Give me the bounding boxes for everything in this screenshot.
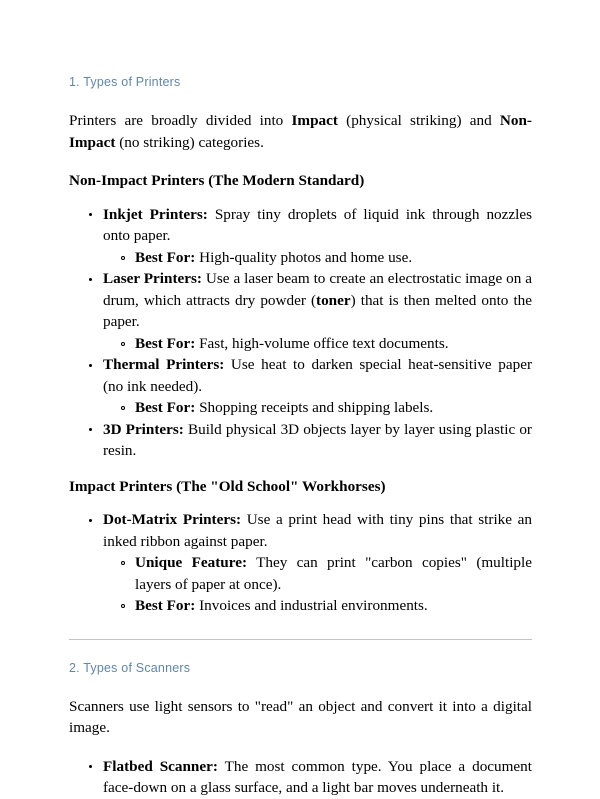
sub-list-item-lead: Best For:	[135, 399, 196, 416]
intro-text-part1: Printers are broadly divided into	[69, 112, 292, 129]
non-impact-printer-list	[69, 204, 532, 462]
intro-bold-impact: Impact	[291, 112, 338, 129]
list-item-lead: Inkjet Printers:	[103, 205, 208, 223]
sub-list-item	[103, 397, 532, 419]
sub-list-item	[103, 552, 532, 595]
list-item-lead: Thermal Printers:	[103, 356, 225, 373]
sub-list	[103, 247, 532, 269]
bullet-circle-icon	[121, 561, 125, 565]
scanners-intro-paragraph: Scanners use light sensors to "read" an object and convert it into a digital image.	[69, 697, 532, 736]
list-item-text: Build physical 3D objects layer by layer using plastic or resin.	[103, 420, 532, 459]
sub-list-item-text: Shopping receipts and shipping labels.	[195, 399, 434, 416]
bullet-circle-icon	[121, 342, 125, 346]
sub-list	[103, 397, 532, 419]
bullet-disc-icon	[89, 428, 92, 431]
list-item	[69, 756, 532, 799]
list-item-text: The most common type. You place a document face-down on a glass surface, and a light bar moves underneath it.	[103, 757, 532, 796]
sub-list-item-text: High-quality photos and home use.	[195, 248, 413, 266]
list-item	[69, 268, 532, 354]
sub-list-item-lead: Best For:	[135, 597, 196, 614]
sub-list-item-lead: Best For:	[135, 248, 196, 266]
sub-list-item-lead: Unique Feature:	[135, 554, 247, 571]
intro-text-part2: (physical striking) and	[337, 112, 500, 129]
list-item-lead: Laser Printers:	[103, 270, 202, 287]
section-divider	[69, 639, 532, 640]
sub-list-item	[103, 595, 532, 617]
bullet-disc-icon	[89, 278, 92, 281]
list-item	[69, 419, 532, 462]
sub-heading-impact-printers: Impact Printers (The "Old School" Workhorses)	[69, 477, 386, 495]
sub-list-item-text: They can print "carbon copies" (multiple layers of paper at once).	[135, 554, 532, 593]
printers-intro-paragraph	[69, 110, 532, 153]
list-item-text: Use a print head with tiny pins that strike an inked ribbon against paper.	[103, 511, 532, 550]
bullet-disc-icon	[89, 765, 92, 768]
list-item-text-b: ) that is then melted onto the paper.	[103, 291, 533, 330]
sub-heading-non-impact-printers: Non-Impact Printers (The Modern Standard)	[69, 172, 365, 189]
bullet-disc-icon	[89, 519, 92, 522]
intro-bold-non-impact: Non-Impact	[69, 112, 532, 151]
list-item	[69, 204, 532, 269]
bullet-circle-icon	[121, 406, 125, 410]
section-heading-scanners: 2. Types of Scanners	[69, 660, 191, 675]
section-heading-printers: 1. Types of Printers	[69, 75, 181, 89]
list-item	[69, 509, 532, 617]
impact-printer-list	[69, 509, 532, 617]
sub-list-item	[103, 333, 532, 355]
sub-list-item-text: Invoices and industrial environments.	[195, 597, 428, 614]
sub-list	[103, 552, 532, 617]
list-item-text: Use heat to darken special heat-sensitive paper (no ink needed).	[103, 356, 532, 395]
intro-text-part3: (no striking) categories.	[115, 133, 264, 151]
document-content	[69, 75, 532, 799]
list-item-text-a: Use a laser beam to create an electrostatic image on a drum, which attracts dry powder (	[103, 270, 532, 309]
sub-list-item-lead: Best For:	[135, 334, 196, 352]
bullet-circle-icon	[121, 256, 125, 260]
list-item-lead: Dot-Matrix Printers:	[103, 511, 242, 528]
bullet-disc-icon	[89, 364, 92, 367]
bullet-disc-icon	[89, 213, 92, 216]
sub-list-item	[103, 247, 532, 269]
list-item-inline-bold-toner: toner	[316, 291, 351, 309]
list-item-lead: 3D Printers:	[103, 420, 184, 438]
list-item-text: Spray tiny droplets of liquid ink through nozzles onto paper.	[103, 205, 532, 244]
list-item-lead: Flatbed Scanner:	[103, 757, 218, 775]
scanner-list	[69, 756, 532, 799]
list-item	[69, 354, 532, 419]
bullet-circle-icon	[121, 604, 125, 608]
sub-list-item-text: Fast, high-volume office text documents.	[195, 334, 449, 352]
sub-list	[103, 333, 532, 355]
